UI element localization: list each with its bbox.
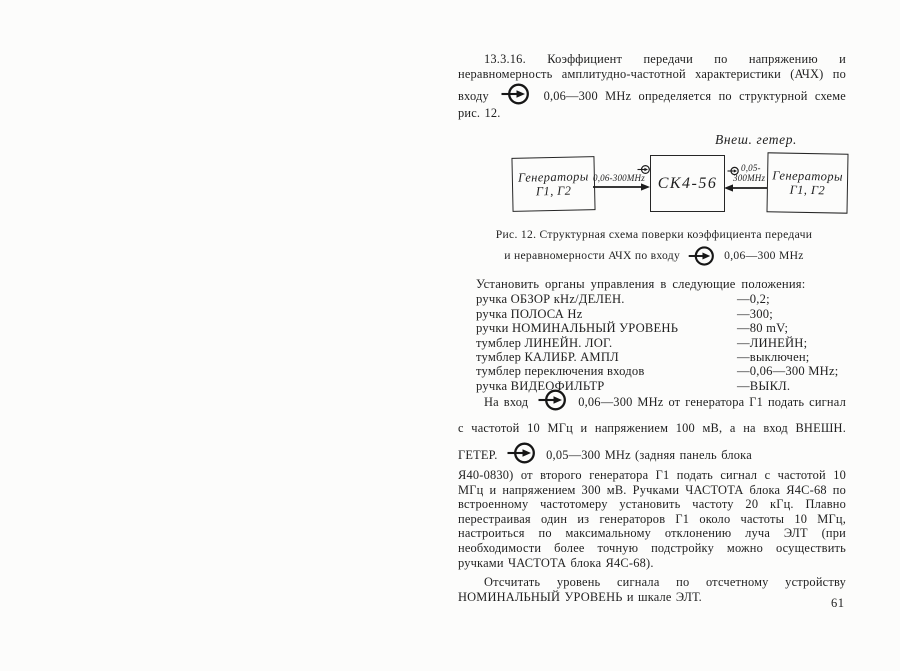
settings-list bbox=[476, 277, 848, 393]
input-connector-icon bbox=[501, 82, 531, 106]
settings-row bbox=[476, 307, 848, 321]
settings-intro: Установить органы управления в следующие положения: bbox=[476, 277, 806, 291]
diagram-arrows bbox=[505, 128, 850, 224]
setting-label: тумблер КАЛИБР. АМПЛ bbox=[476, 350, 619, 365]
setting-label: ручки НОМИНАЛЬНЫЙ УРОВЕНЬ bbox=[476, 321, 679, 336]
generators-left-label-line2: Г1, Г2 bbox=[535, 183, 572, 199]
generators-right-label-line2: Г1, Г2 bbox=[789, 182, 826, 198]
caption-connector-icon bbox=[688, 245, 716, 267]
external-heterodyne-label: Внеш. гетер. bbox=[715, 132, 798, 147]
input-arrow-connector-icon bbox=[637, 164, 651, 175]
figure-12-caption bbox=[462, 227, 846, 267]
figure-12-diagram bbox=[505, 128, 850, 224]
setting-label: ручка ОБЗОР кHz/ДЕЛЕН. bbox=[476, 292, 625, 307]
procedure-seg2: 0,06—300 MHz от генератора Г1 подать сигнал с частотой 10 МГц и напряжением 100 мВ, а на вход ВНЕШН. ГЕТЕР. bbox=[458, 395, 846, 462]
input-connector-icon bbox=[538, 388, 568, 412]
procedure-seg3: 0,05—300 MHz (задняя панель блока bbox=[546, 448, 752, 462]
generators-left-label-line1: Генераторы bbox=[517, 169, 589, 185]
caption-line1: Рис. 12. Структурная схема поверки коэффициента передачи bbox=[495, 228, 813, 241]
settings-row bbox=[476, 321, 848, 335]
setting-value: —0,2; bbox=[737, 292, 770, 307]
procedure-paragraph-b: Я40-0830) от второго генератора Г1 подать сигнал с частотой 10 МГц и напряжением 300 мВ. Ручками ЧАСТОТА блока Я4С-68 по встроенному частотомеру установить частоту 20 кГц. Плавно перестраивая один из генераторов Г1 около частоты 10 МГц, настроиться по максимальному отклонению луча ЭЛТ (при необходимости более точную подстройку можно осуществить ручками ЧАСТОТА блока Я4С-68). bbox=[458, 468, 846, 570]
het-arrow-label-line1: 0,05- bbox=[741, 163, 761, 173]
procedure-seg1: На вход bbox=[484, 395, 529, 409]
procedure-paragraph-a bbox=[458, 388, 846, 468]
caption-line2-text: и неравномерности АЧХ по входу bbox=[504, 249, 681, 262]
section-heading-paragraph bbox=[458, 52, 846, 121]
setting-value: —выключен; bbox=[737, 350, 810, 365]
readout-paragraph: Отсчитать уровень сигнала по отсчетному устройству НОМИНАЛЬНЫЙ УРОВЕНЬ и шкале ЭЛТ. bbox=[458, 575, 846, 604]
input-arrow-label: 0,06-300МНz bbox=[593, 173, 645, 183]
het-arrow-label-line2: 300МНz bbox=[733, 173, 766, 183]
caption-line2 bbox=[462, 245, 846, 267]
setting-value: —ЛИНЕЙН; bbox=[737, 335, 808, 350]
settings-row bbox=[476, 350, 848, 364]
device-sk4-56-label: СК4-56 bbox=[657, 174, 718, 192]
settings-row bbox=[476, 336, 848, 350]
heterodyne-connector-icon bbox=[507, 441, 537, 465]
page-number: 61 bbox=[831, 596, 845, 610]
setting-label: тумблер переключения входов bbox=[476, 364, 645, 379]
setting-value: —80 mV; bbox=[737, 321, 789, 336]
settings-row bbox=[476, 292, 848, 306]
setting-value: —300; bbox=[737, 306, 773, 321]
setting-label: тумблер ЛИНЕЙН. ЛОГ. bbox=[476, 335, 613, 350]
setting-label: ручка ВИДЕОФИЛЬТР bbox=[476, 378, 605, 393]
setting-label: ручка ПОЛОСА Hz bbox=[476, 306, 583, 321]
section-heading-range: 0,06—300 MHz определяется по структурной схеме рис. 12. bbox=[458, 89, 846, 120]
caption-range: 0,06—300 МНz bbox=[724, 249, 804, 262]
section-heading-text: 13.3.16. Коэффициент передачи по напряжению и неравномерность амплитудно-частотной характеристики (АЧХ) по входу bbox=[458, 52, 846, 103]
settings-row bbox=[476, 364, 848, 378]
setting-value: —ВЫКЛ. bbox=[737, 378, 791, 393]
setting-value: —0,06—300 MHz; bbox=[737, 364, 839, 379]
generators-right-label-line1: Генераторы bbox=[772, 168, 844, 184]
